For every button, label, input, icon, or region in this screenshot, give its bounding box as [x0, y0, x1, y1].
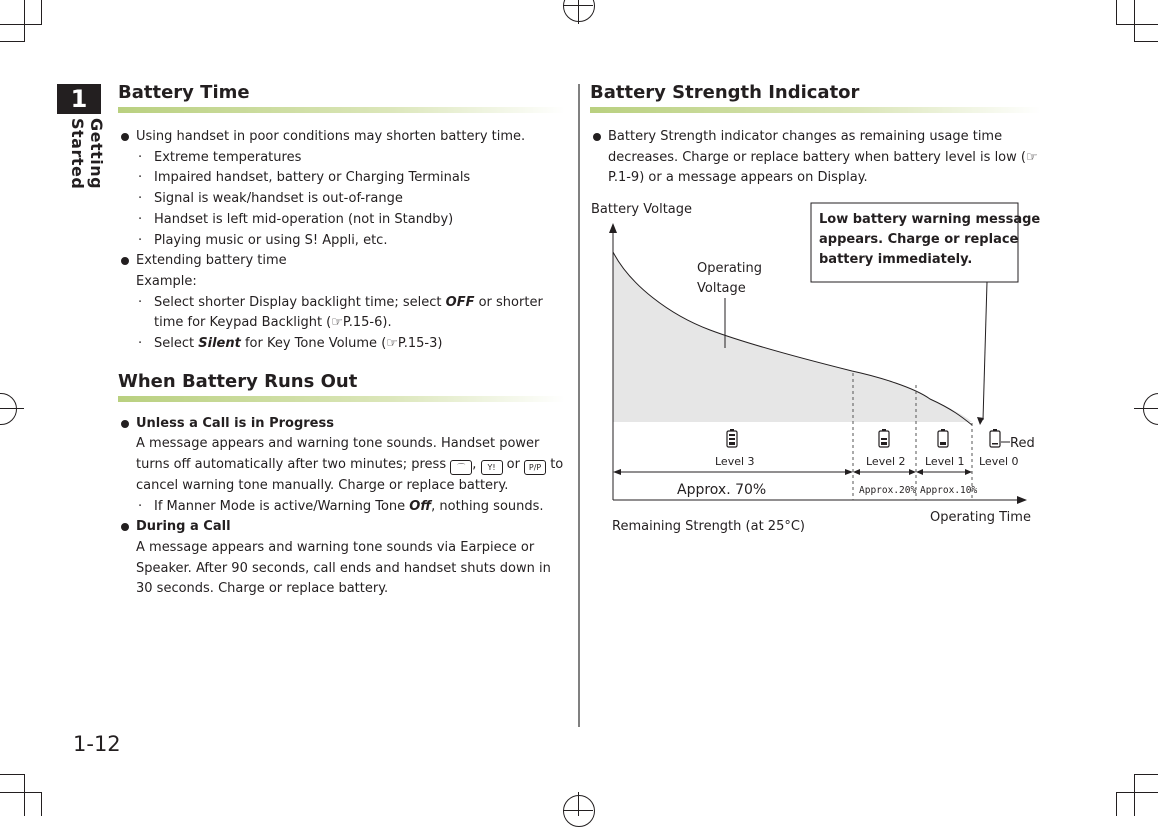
- battery-strength-body: [590, 127, 1040, 189]
- sub-item: · Signal is weak/handset is out-of-range: [118, 189, 564, 210]
- bullet-item: Unless a Call is in Progress: [118, 414, 564, 435]
- level-3-label: Level 3: [715, 455, 755, 468]
- crop-mark: [41, 792, 42, 816]
- chapter-number: 1: [57, 84, 101, 114]
- registration-mark-icon: [563, 0, 595, 22]
- bullet-item: During a Call: [118, 517, 564, 538]
- crop-mark: [1134, 41, 1158, 42]
- range-arrow-level-3: [613, 469, 853, 475]
- paragraph: A message appears and warning tone sounds. Handset power turns off automatically after two minutes; press ⌒ , Y! or P/P to cancel warning tone manually. Charge or replace battery.: [136, 436, 564, 493]
- level-0-label: Level 0: [979, 455, 1019, 468]
- level-1-label: Level 1: [925, 455, 965, 468]
- approx-level-2-label: Approx.20%: [859, 485, 917, 496]
- crop-mark: [1116, 792, 1117, 816]
- crop-mark: [1134, 774, 1158, 775]
- registration-mark: [0, 408, 24, 409]
- sub-item: · Select Silent for Key Tone Volume (☞P.15-3): [118, 334, 564, 355]
- example-label: Example:: [136, 273, 197, 289]
- curve-label-line1: Operating: [697, 261, 762, 276]
- callout-arrow-icon: [977, 417, 984, 425]
- range-arrow-level-1: [916, 469, 972, 475]
- crop-mark: [24, 0, 25, 42]
- crop-mark: [1116, 792, 1158, 793]
- callout-line3: battery immediately.: [819, 252, 973, 267]
- sub-item: · Impaired handset, battery or Charging Terminals: [118, 168, 564, 189]
- registration-mark-icon: [1143, 393, 1158, 425]
- sub-item: · If Manner Mode is active/Warning Tone Off, nothing sounds.: [118, 497, 564, 518]
- column-divider: [578, 84, 580, 727]
- registration-mark: [578, 792, 579, 816]
- crop-mark: [1134, 774, 1135, 816]
- manner-key-icon: P/P: [524, 460, 546, 475]
- registration-mark: [578, 0, 579, 24]
- sub-item: · Handset is left mid-operation (not in Standby): [118, 210, 564, 231]
- callout-line1: Low battery warning message: [819, 212, 1041, 227]
- approx-level-3-label: Approx. 70%: [677, 482, 767, 498]
- y-axis-arrow-icon: [609, 223, 617, 233]
- x-axis-label: Operating Time: [930, 510, 1031, 525]
- registration-mark-icon: [0, 393, 17, 425]
- battery-level-1-icon: [938, 429, 948, 447]
- registration-mark: [563, 5, 593, 6]
- bottom-label: Remaining Strength (at 25°C): [612, 519, 805, 534]
- bullet-item: Extending battery time: [118, 251, 564, 272]
- registration-mark: [1134, 408, 1158, 409]
- y-axis-label: Battery Voltage: [591, 202, 693, 217]
- runs-out-body: [118, 414, 564, 600]
- page-reference-link[interactable]: ☞P.15-3: [386, 336, 438, 352]
- end-key-icon: ⌒: [450, 460, 472, 475]
- crop-mark: [24, 774, 25, 816]
- chapter-title: Getting Started: [68, 118, 106, 190]
- battery-level-3-icon: [727, 429, 737, 447]
- battery-strength-heading: Battery Strength Indicator: [590, 82, 860, 103]
- page-number: 1-12: [73, 732, 121, 756]
- battery-time-body: [118, 127, 564, 355]
- sub-item: · Playing music or using S! Appli, etc.: [118, 231, 564, 252]
- range-arrow-level-2: [853, 469, 916, 475]
- sub-item: · Extreme temperatures: [118, 148, 564, 169]
- sub-item: · Select shorter Display backlight time; select OFF or shorter time for Keypad Backlight (☞P.15-6).: [118, 293, 564, 334]
- yahoo-key-icon: Y!: [481, 460, 503, 475]
- right-column: [590, 82, 1040, 189]
- crop-mark: [0, 792, 42, 793]
- registration-mark: [563, 810, 593, 811]
- crop-mark: [0, 24, 42, 25]
- page-reference-link[interactable]: ☞P.1-9: [608, 149, 1038, 186]
- page-reference-link[interactable]: ☞P.15-6: [331, 315, 383, 331]
- paragraph: A message appears and warning tone sounds via Earpiece or Speaker. After 90 seconds, call ends and handset shuts down in 30 seconds. Charge or replace battery.: [136, 539, 551, 597]
- battery-time-heading: Battery Time: [118, 82, 250, 103]
- left-column: [118, 82, 564, 600]
- crop-mark: [1116, 24, 1158, 25]
- x-axis-arrow-icon: [1017, 496, 1027, 504]
- curve-label-line2: Voltage: [697, 281, 746, 296]
- bullet-item: Battery Strength indicator changes as remaining usage time decreases. Charge or replace battery when battery level is low (☞P.1-9) or a message appears on Display.: [590, 127, 1040, 189]
- crop-mark: [0, 774, 24, 775]
- callout-leader: [983, 282, 987, 420]
- approx-level-1-label: Approx.10%: [920, 485, 978, 496]
- registration-mark-icon: [563, 795, 595, 827]
- crop-mark: [1134, 0, 1135, 42]
- crop-mark: [41, 0, 42, 24]
- battery-level-2-icon: [879, 429, 889, 447]
- level-2-label: Level 2: [866, 455, 906, 468]
- battery-level-0-icon: [990, 429, 1000, 447]
- red-label: Red: [1010, 436, 1035, 451]
- crop-mark: [0, 41, 24, 42]
- runs-out-heading: When Battery Runs Out: [118, 370, 358, 392]
- battery-chart: [590, 195, 1045, 540]
- bullet-item: Using handset in poor conditions may shorten battery time.: [118, 127, 564, 148]
- callout-line2: appears. Charge or replace: [819, 232, 1019, 247]
- crop-mark: [1116, 0, 1117, 24]
